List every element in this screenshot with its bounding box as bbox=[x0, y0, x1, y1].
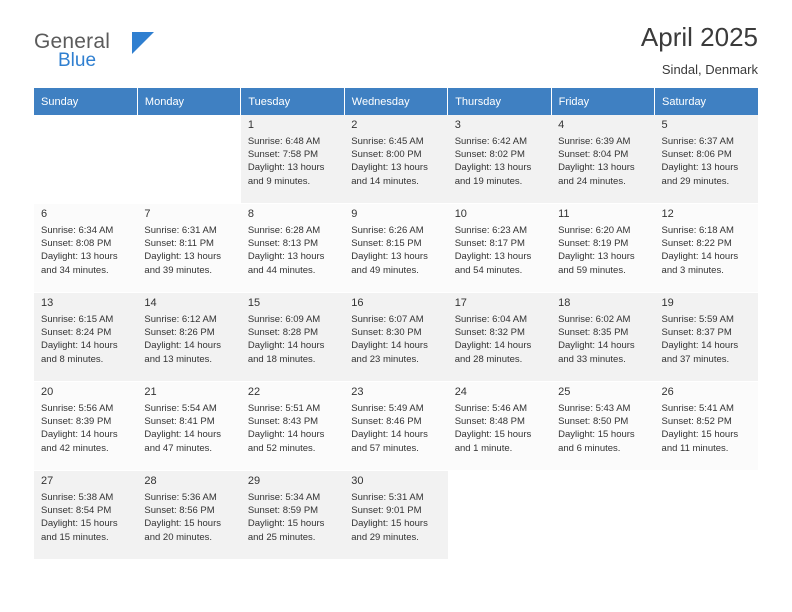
day-cell-empty bbox=[137, 115, 240, 204]
sunset-text: Sunset: 8:50 PM bbox=[558, 416, 629, 428]
day-number: 16 bbox=[351, 297, 364, 309]
day-number: 23 bbox=[351, 386, 364, 398]
daylight-text-line2: and 59 minutes. bbox=[558, 264, 626, 276]
day-cell[interactable] bbox=[241, 382, 344, 471]
daylight-text-line2: and 29 minutes. bbox=[351, 531, 419, 543]
sunset-text: Sunset: 8:24 PM bbox=[41, 327, 112, 339]
day-cell[interactable] bbox=[241, 293, 344, 382]
daylight-text-line1: Daylight: 13 hours bbox=[661, 162, 739, 174]
sunset-text: Sunset: 8:30 PM bbox=[351, 327, 422, 339]
calendar-table bbox=[34, 88, 758, 560]
sunset-text: Sunset: 8:00 PM bbox=[351, 149, 422, 161]
brand-logo bbox=[34, 30, 234, 80]
day-number: 21 bbox=[144, 386, 157, 398]
sunrise-text: Sunrise: 6:23 AM bbox=[454, 225, 528, 236]
sunset-text: Sunset: 8:32 PM bbox=[454, 327, 525, 339]
day-number: 17 bbox=[454, 297, 467, 309]
weekday-header-tuesday: Tuesday bbox=[241, 88, 344, 115]
sunrise-text: Sunrise: 6:34 AM bbox=[41, 225, 114, 236]
daylight-text-line2: and 15 minutes. bbox=[41, 531, 109, 543]
daylight-text-line2: and 52 minutes. bbox=[247, 442, 316, 454]
daylight-text-line1: Daylight: 13 hours bbox=[454, 162, 532, 174]
day-cell[interactable] bbox=[551, 293, 654, 382]
sunset-text: Sunset: 8:41 PM bbox=[144, 416, 215, 428]
sunset-text: Sunset: 8:48 PM bbox=[454, 416, 525, 428]
day-cell[interactable] bbox=[655, 204, 758, 293]
sunrise-text: Sunrise: 6:26 AM bbox=[351, 225, 424, 236]
sunrise-text: Sunrise: 6:18 AM bbox=[661, 225, 734, 236]
weekday-header-row bbox=[34, 88, 758, 115]
day-number: 10 bbox=[454, 208, 467, 220]
sunset-text: Sunset: 8:04 PM bbox=[558, 149, 629, 161]
day-number: 26 bbox=[661, 386, 674, 398]
daylight-text-line1: Daylight: 15 hours bbox=[247, 518, 325, 530]
daylight-text-line1: Daylight: 13 hours bbox=[558, 162, 635, 174]
day-number: 7 bbox=[144, 208, 151, 220]
sunrise-text: Sunrise: 5:51 AM bbox=[247, 403, 321, 414]
day-cell[interactable] bbox=[137, 204, 240, 293]
day-number: 8 bbox=[247, 208, 254, 220]
daylight-text-line1: Daylight: 13 hours bbox=[41, 251, 118, 263]
weekday-header-sunday: Sunday bbox=[34, 88, 137, 115]
daylight-text-line1: Daylight: 15 hours bbox=[41, 518, 118, 530]
day-cell[interactable] bbox=[448, 115, 551, 204]
sunset-text: Sunset: 8:52 PM bbox=[661, 416, 732, 428]
day-number: 30 bbox=[351, 475, 364, 487]
day-cell[interactable] bbox=[655, 293, 758, 382]
day-number: 27 bbox=[41, 475, 54, 487]
day-cell[interactable] bbox=[344, 293, 447, 382]
day-cell[interactable] bbox=[448, 382, 551, 471]
sunrise-text: Sunrise: 5:49 AM bbox=[351, 403, 424, 414]
day-number: 3 bbox=[454, 119, 461, 131]
day-number: 13 bbox=[41, 297, 54, 309]
page-header bbox=[34, 0, 758, 77]
day-cell[interactable] bbox=[137, 382, 240, 471]
day-cell[interactable] bbox=[551, 382, 654, 471]
sunrise-text: Sunrise: 6:31 AM bbox=[144, 225, 217, 236]
calendar-week-row bbox=[34, 471, 758, 560]
day-cell-empty bbox=[655, 471, 758, 560]
sunrise-text: Sunrise: 6:28 AM bbox=[247, 225, 321, 236]
day-number: 5 bbox=[661, 119, 668, 131]
daylight-text-line1: Daylight: 14 hours bbox=[661, 251, 739, 263]
daylight-text-line1: Daylight: 15 hours bbox=[351, 518, 428, 530]
day-cell[interactable] bbox=[344, 471, 447, 560]
daylight-text-line1: Daylight: 15 hours bbox=[558, 429, 635, 441]
daylight-text-line1: Daylight: 13 hours bbox=[144, 251, 221, 263]
sunset-text: Sunset: 7:58 PM bbox=[247, 149, 319, 161]
sunset-text: Sunset: 8:28 PM bbox=[247, 327, 319, 339]
daylight-text-line1: Daylight: 13 hours bbox=[454, 251, 532, 263]
sunset-text: Sunset: 8:46 PM bbox=[351, 416, 422, 428]
daylight-text-line2: and 24 minutes. bbox=[558, 175, 626, 187]
daylight-text-line1: Daylight: 14 hours bbox=[41, 429, 118, 441]
sunrise-text: Sunrise: 5:46 AM bbox=[454, 403, 528, 414]
daylight-text-line2: and 3 minutes. bbox=[661, 264, 724, 276]
day-cell[interactable] bbox=[448, 204, 551, 293]
daylight-text-line2: and 18 minutes. bbox=[247, 353, 316, 365]
sunrise-text: Sunrise: 5:59 AM bbox=[661, 314, 734, 325]
daylight-text-line2: and 8 minutes. bbox=[41, 353, 104, 365]
day-cell[interactable] bbox=[241, 471, 344, 560]
day-cell[interactable] bbox=[655, 115, 758, 204]
day-number: 25 bbox=[558, 386, 571, 398]
sunrise-text: Sunrise: 6:42 AM bbox=[454, 136, 528, 147]
sunrise-text: Sunrise: 6:48 AM bbox=[247, 136, 321, 147]
sunrise-text: Sunrise: 5:36 AM bbox=[144, 492, 217, 503]
sunrise-text: Sunrise: 6:09 AM bbox=[247, 314, 321, 325]
day-number: 1 bbox=[247, 119, 254, 131]
sunset-text: Sunset: 8:43 PM bbox=[247, 416, 319, 428]
sunrise-text: Sunrise: 5:31 AM bbox=[351, 492, 424, 503]
weekday-header-monday: Monday bbox=[137, 88, 240, 115]
sunrise-text: Sunrise: 6:45 AM bbox=[351, 136, 424, 147]
daylight-text-line1: Daylight: 14 hours bbox=[144, 340, 221, 352]
daylight-text-line1: Daylight: 14 hours bbox=[351, 340, 428, 352]
daylight-text-line2: and 28 minutes. bbox=[454, 353, 523, 365]
sunrise-text: Sunrise: 6:37 AM bbox=[661, 136, 734, 147]
day-number: 14 bbox=[144, 297, 157, 309]
daylight-text-line2: and 9 minutes. bbox=[247, 175, 311, 187]
title-block bbox=[641, 22, 758, 78]
brand-name-top: General bbox=[34, 30, 111, 53]
daylight-text-line2: and 49 minutes. bbox=[351, 264, 419, 276]
day-cell[interactable] bbox=[34, 471, 137, 560]
daylight-text-line2: and 11 minutes. bbox=[661, 442, 729, 454]
sunset-text: Sunset: 8:13 PM bbox=[247, 238, 319, 250]
day-number: 20 bbox=[41, 386, 54, 398]
day-number: 24 bbox=[454, 386, 467, 398]
sunrise-text: Sunrise: 6:15 AM bbox=[41, 314, 114, 325]
sunrise-text: Sunrise: 5:41 AM bbox=[661, 403, 734, 414]
day-number: 22 bbox=[247, 386, 261, 398]
day-cell[interactable] bbox=[34, 204, 137, 293]
daylight-text-line1: Daylight: 13 hours bbox=[558, 251, 635, 263]
weekday-header-thursday: Thursday bbox=[448, 88, 551, 115]
daylight-text-line2: and 29 minutes. bbox=[661, 175, 730, 187]
day-number: 18 bbox=[558, 297, 571, 309]
daylight-text-line2: and 1 minute. bbox=[454, 442, 513, 454]
weekday-header-saturday: Saturday bbox=[655, 88, 758, 115]
daylight-text-line1: Daylight: 13 hours bbox=[247, 251, 325, 263]
sunrise-text: Sunrise: 6:07 AM bbox=[351, 314, 424, 325]
day-cell[interactable] bbox=[241, 204, 344, 293]
day-cell[interactable] bbox=[551, 204, 654, 293]
daylight-text-line2: and 13 minutes. bbox=[144, 353, 213, 365]
day-number: 4 bbox=[558, 119, 565, 131]
sunrise-text: Sunrise: 6:39 AM bbox=[558, 136, 631, 147]
sunset-text: Sunset: 9:01 PM bbox=[351, 505, 422, 517]
daylight-text-line2: and 39 minutes. bbox=[144, 264, 213, 276]
daylight-text-line2: and 14 minutes. bbox=[351, 175, 419, 187]
daylight-text-line1: Daylight: 13 hours bbox=[247, 162, 325, 174]
daylight-text-line1: Daylight: 14 hours bbox=[247, 429, 325, 441]
day-cell[interactable] bbox=[137, 471, 240, 560]
daylight-text-line2: and 33 minutes. bbox=[558, 353, 626, 365]
sunrise-text: Sunrise: 5:34 AM bbox=[247, 492, 321, 503]
daylight-text-line2: and 54 minutes. bbox=[454, 264, 523, 276]
sunset-text: Sunset: 8:37 PM bbox=[661, 327, 732, 339]
weekday-header-wednesday: Wednesday bbox=[344, 88, 447, 115]
day-number: 2 bbox=[351, 119, 358, 131]
sunrise-text: Sunrise: 6:12 AM bbox=[144, 314, 217, 325]
calendar-week-row bbox=[34, 382, 758, 471]
sunset-text: Sunset: 8:11 PM bbox=[144, 238, 214, 250]
daylight-text-line2: and 42 minutes. bbox=[41, 442, 109, 454]
sunset-text: Sunset: 8:54 PM bbox=[41, 505, 112, 517]
sunrise-text: Sunrise: 5:38 AM bbox=[41, 492, 114, 503]
daylight-text-line1: Daylight: 15 hours bbox=[144, 518, 221, 530]
sunset-text: Sunset: 8:59 PM bbox=[247, 505, 319, 517]
day-cell[interactable] bbox=[137, 293, 240, 382]
sunset-text: Sunset: 8:02 PM bbox=[454, 149, 525, 161]
sunrise-text: Sunrise: 5:56 AM bbox=[41, 403, 114, 414]
sunset-text: Sunset: 8:39 PM bbox=[41, 416, 112, 428]
daylight-text-line1: Daylight: 13 hours bbox=[351, 162, 428, 174]
day-cell[interactable] bbox=[34, 293, 137, 382]
daylight-text-line2: and 47 minutes. bbox=[144, 442, 213, 454]
daylight-text-line1: Daylight: 14 hours bbox=[351, 429, 428, 441]
day-number: 19 bbox=[661, 297, 674, 309]
daylight-text-line2: and 19 minutes. bbox=[454, 175, 523, 187]
sunrise-text: Sunrise: 5:43 AM bbox=[558, 403, 631, 414]
day-cell-empty bbox=[34, 115, 137, 204]
day-cell[interactable] bbox=[34, 382, 137, 471]
day-cell[interactable] bbox=[551, 115, 654, 204]
daylight-text-line1: Daylight: 14 hours bbox=[661, 340, 739, 352]
sunset-text: Sunset: 8:17 PM bbox=[454, 238, 525, 250]
day-cell[interactable] bbox=[344, 115, 447, 204]
brand-name-bottom: Blue bbox=[58, 50, 97, 71]
day-cell[interactable] bbox=[241, 115, 344, 204]
sunrise-text: Sunrise: 6:04 AM bbox=[454, 314, 528, 325]
day-cell[interactable] bbox=[344, 204, 447, 293]
day-cell[interactable] bbox=[655, 382, 758, 471]
day-cell-empty bbox=[551, 471, 654, 560]
day-number: 9 bbox=[351, 208, 358, 220]
sunset-text: Sunset: 8:22 PM bbox=[661, 238, 732, 250]
day-number: 15 bbox=[247, 297, 261, 309]
day-cell[interactable] bbox=[448, 293, 551, 382]
daylight-text-line2: and 20 minutes. bbox=[144, 531, 213, 543]
daylight-text-line1: Daylight: 14 hours bbox=[247, 340, 325, 352]
day-number: 29 bbox=[247, 475, 261, 487]
sunset-text: Sunset: 8:26 PM bbox=[144, 327, 215, 339]
daylight-text-line2: and 25 minutes. bbox=[247, 531, 316, 543]
sunrise-text: Sunrise: 6:20 AM bbox=[558, 225, 631, 236]
sunrise-text: Sunrise: 5:54 AM bbox=[144, 403, 217, 414]
day-number: 28 bbox=[144, 475, 157, 487]
day-cell-empty bbox=[448, 471, 551, 560]
daylight-text-line1: Daylight: 15 hours bbox=[454, 429, 532, 441]
day-number: 11 bbox=[558, 208, 570, 220]
daylight-text-line2: and 6 minutes. bbox=[558, 442, 621, 454]
day-cell[interactable] bbox=[344, 382, 447, 471]
sunset-text: Sunset: 8:15 PM bbox=[351, 238, 422, 250]
daylight-text-line2: and 34 minutes. bbox=[41, 264, 109, 276]
sunset-text: Sunset: 8:56 PM bbox=[144, 505, 215, 517]
triangle-icon bbox=[132, 32, 154, 54]
daylight-text-line1: Daylight: 14 hours bbox=[454, 340, 532, 352]
sunset-text: Sunset: 8:19 PM bbox=[558, 238, 629, 250]
calendar-week-row bbox=[34, 204, 758, 293]
calendar-week-row bbox=[34, 115, 758, 204]
daylight-text-line2: and 23 minutes. bbox=[351, 353, 419, 365]
sunrise-text: Sunrise: 6:02 AM bbox=[558, 314, 631, 325]
location-label: Sindal, Denmark bbox=[661, 62, 758, 77]
day-number: 6 bbox=[41, 208, 48, 220]
daylight-text-line1: Daylight: 15 hours bbox=[661, 429, 739, 441]
daylight-text-line1: Daylight: 13 hours bbox=[351, 251, 428, 263]
daylight-text-line1: Daylight: 14 hours bbox=[558, 340, 635, 352]
daylight-text-line1: Daylight: 14 hours bbox=[144, 429, 221, 441]
sunset-text: Sunset: 8:08 PM bbox=[41, 238, 112, 250]
calendar-week-row bbox=[34, 293, 758, 382]
daylight-text-line2: and 37 minutes. bbox=[661, 353, 730, 365]
daylight-text-line2: and 44 minutes. bbox=[247, 264, 316, 276]
daylight-text-line2: and 57 minutes. bbox=[351, 442, 419, 454]
daylight-text-line1: Daylight: 14 hours bbox=[41, 340, 118, 352]
sunset-text: Sunset: 8:35 PM bbox=[558, 327, 629, 339]
sunset-text: Sunset: 8:06 PM bbox=[661, 149, 732, 161]
page-title: April 2025 bbox=[640, 22, 758, 52]
weekday-header-friday: Friday bbox=[551, 88, 654, 115]
day-number: 12 bbox=[661, 208, 674, 220]
